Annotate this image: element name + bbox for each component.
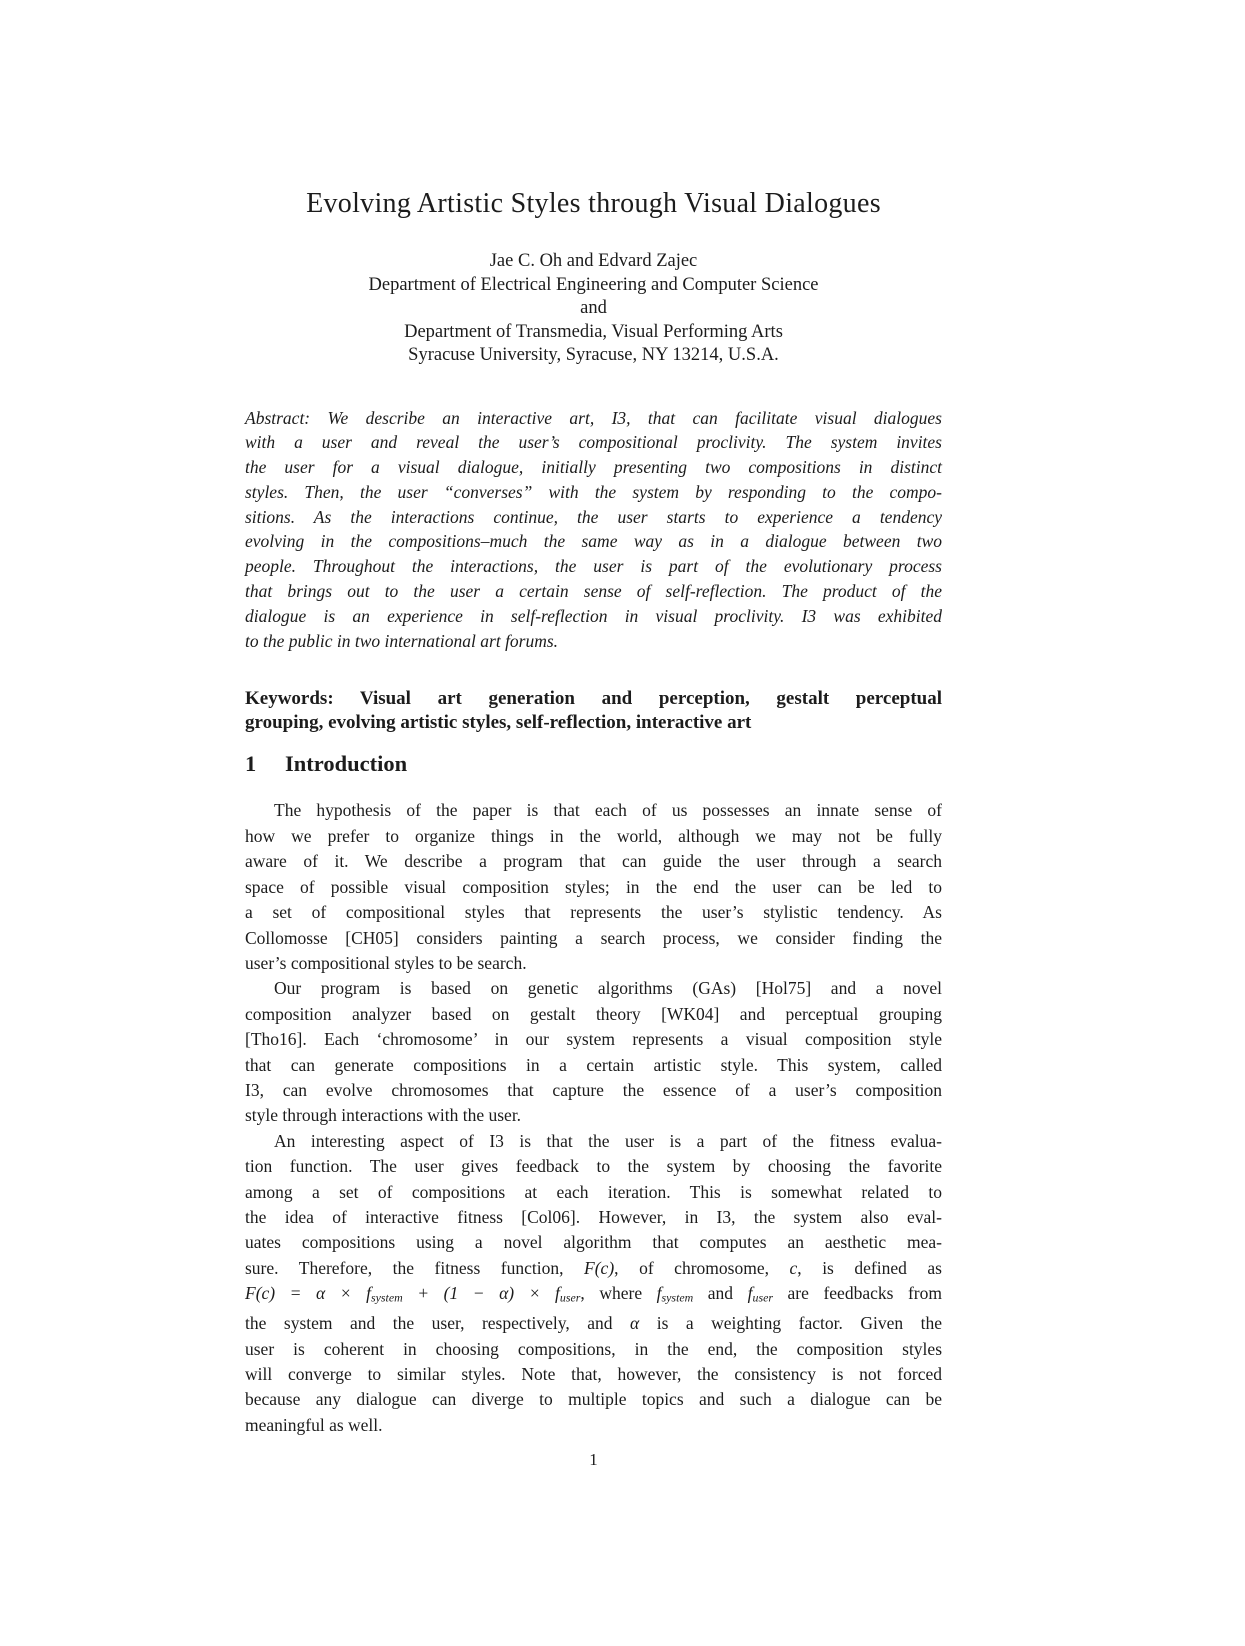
keywords bbox=[245, 687, 942, 735]
text-line: Department of Transmedia, Visual Performing Arts bbox=[404, 321, 783, 342]
text-line: meaningful as well. bbox=[245, 1414, 383, 1435]
text-line: to the public in two international art forums. bbox=[245, 630, 559, 651]
text-line: a set of compositional styles that represents the user’s stylistic tendency. As bbox=[245, 902, 942, 923]
text-line: Collomosse [CH05] considers painting a search process, we consider finding the bbox=[245, 927, 942, 948]
intro-paragraph-2 bbox=[245, 976, 942, 1128]
text-line: [Tho16]. Each ‘chromosome’ in our system represents a visual composition style bbox=[245, 1029, 942, 1050]
text-line: Department of Electrical Engineering and Computer Science bbox=[368, 274, 819, 295]
text-line bbox=[245, 1311, 942, 1336]
text-line bbox=[245, 1281, 942, 1311]
text-line bbox=[245, 1256, 942, 1281]
text-line: that brings out to the user a certain sense of self-reflection. The product of the bbox=[245, 581, 942, 602]
text-line: Keywords: Visual art generation and perception, gestalt perceptual bbox=[245, 688, 942, 710]
text-line: space of possible visual composition styles; in the end the user can be led to bbox=[245, 876, 942, 897]
author-block bbox=[245, 250, 942, 368]
math-segment: + (1 − α) × f bbox=[402, 1283, 560, 1304]
paper-title: Evolving Artistic Styles through Visual Dialogues bbox=[306, 188, 881, 219]
text-line: I3, can evolve chromosomes that capture the essence of a user’s composition bbox=[245, 1079, 942, 1100]
text-segment: , where bbox=[580, 1283, 657, 1304]
text-line: An interesting aspect of I3 is that the user is a part of the fitness evalua- bbox=[274, 1130, 942, 1151]
text-line: the idea of interactive fitness [Col06]. However, in I3, the system also eval- bbox=[245, 1206, 942, 1227]
text-line: how we prefer to organize things in the world, although we may not be fully bbox=[245, 825, 942, 846]
text-line: user’s compositional styles to be search. bbox=[245, 952, 527, 973]
text-segment: the system and the user, respectively, and bbox=[245, 1313, 631, 1334]
paper-page bbox=[245, 0, 942, 1470]
text-line: with a user and reveal the user’s compositional proclivity. The system invites bbox=[245, 432, 942, 453]
text-segment: and bbox=[693, 1283, 748, 1304]
math-segment: system bbox=[371, 1290, 403, 1305]
math-segment: F(c) = α × f bbox=[245, 1283, 371, 1304]
math-segment: user bbox=[752, 1290, 773, 1305]
text-line: dialogue is an experience in self-reflection in visual proclivity. I3 was exhibited bbox=[245, 605, 942, 626]
section-number: 1 bbox=[245, 751, 257, 777]
text-line: that can generate compositions in a certain artistic style. This system, called bbox=[245, 1054, 942, 1075]
page-number: 1 bbox=[589, 1450, 598, 1470]
text-segment: are feedbacks from bbox=[772, 1283, 942, 1304]
text-line: style through interactions with the user. bbox=[245, 1105, 522, 1126]
section-title: Introduction bbox=[285, 751, 408, 777]
text-line: uates compositions using a novel algorithm that computes an aesthetic mea- bbox=[245, 1232, 942, 1253]
text-line: grouping, evolving artistic styles, self-reflection, interactive art bbox=[245, 712, 752, 734]
text-line: composition analyzer based on gestalt theory [WK04] and perceptual grouping bbox=[245, 1003, 942, 1024]
text-line: tion function. The user gives feedback to the system by choosing the favorite bbox=[245, 1156, 942, 1177]
math-segment: F(c) bbox=[584, 1257, 615, 1278]
text-line: Jae C. Oh and Edvard Zajec bbox=[489, 251, 698, 271]
abstract bbox=[245, 406, 942, 654]
text-line: Syracuse University, Syracuse, NY 13214, U.S.A. bbox=[408, 345, 779, 365]
text-line: will converge to similar styles. Note that, however, the consistency is not forced bbox=[245, 1364, 942, 1385]
math-segment: f bbox=[747, 1283, 753, 1304]
text-segment: , of chromosome, bbox=[614, 1257, 790, 1278]
text-line: among a set of compositions at each iteration. This is somewhat related to bbox=[245, 1181, 942, 1202]
math-segment: user bbox=[559, 1290, 581, 1305]
math-segment: f bbox=[656, 1283, 662, 1304]
text-line: user is coherent in choosing compositions, in the end, the composition styles bbox=[245, 1338, 942, 1359]
text-line: Abstract: We describe an interactive art, I3, that can facilitate visual dialogues bbox=[245, 407, 942, 428]
math-segment: c bbox=[789, 1257, 798, 1278]
text-line: and bbox=[580, 298, 607, 318]
math-segment: system bbox=[661, 1290, 694, 1305]
text-line: styles. Then, the user “converses” with the system by responding to the compo- bbox=[245, 481, 942, 502]
text-line: sitions. As the interactions continue, the user starts to experience a tendency bbox=[245, 506, 942, 527]
section-heading bbox=[245, 751, 942, 777]
intro-paragraph-1 bbox=[245, 798, 942, 976]
text-line: the user for a visual dialogue, initially presenting two compositions in distinct bbox=[245, 457, 942, 478]
text-line: evolving in the compositions–much the same way as in a dialogue between two bbox=[245, 531, 942, 552]
intro-paragraph-3 bbox=[245, 1129, 942, 1438]
text-line: because any dialogue can diverge to multiple topics and such a dialogue can be bbox=[245, 1389, 942, 1410]
text-line: aware of it. We describe a program that can guide the user through a search bbox=[245, 851, 942, 872]
text-line: Our program is based on genetic algorithms (GAs) [Hol75] and a novel bbox=[274, 978, 942, 999]
text-segment: is a weighting factor. Given the bbox=[639, 1313, 942, 1334]
text-line: The hypothesis of the paper is that each of us possesses an innate sense of bbox=[274, 800, 942, 821]
text-line: people. Throughout the interactions, the user is part of the evolutionary process bbox=[245, 556, 942, 577]
text-segment: sure. Therefore, the fitness function, bbox=[245, 1257, 585, 1278]
math-segment: α bbox=[630, 1313, 640, 1334]
text-segment: , is defined as bbox=[797, 1257, 942, 1278]
